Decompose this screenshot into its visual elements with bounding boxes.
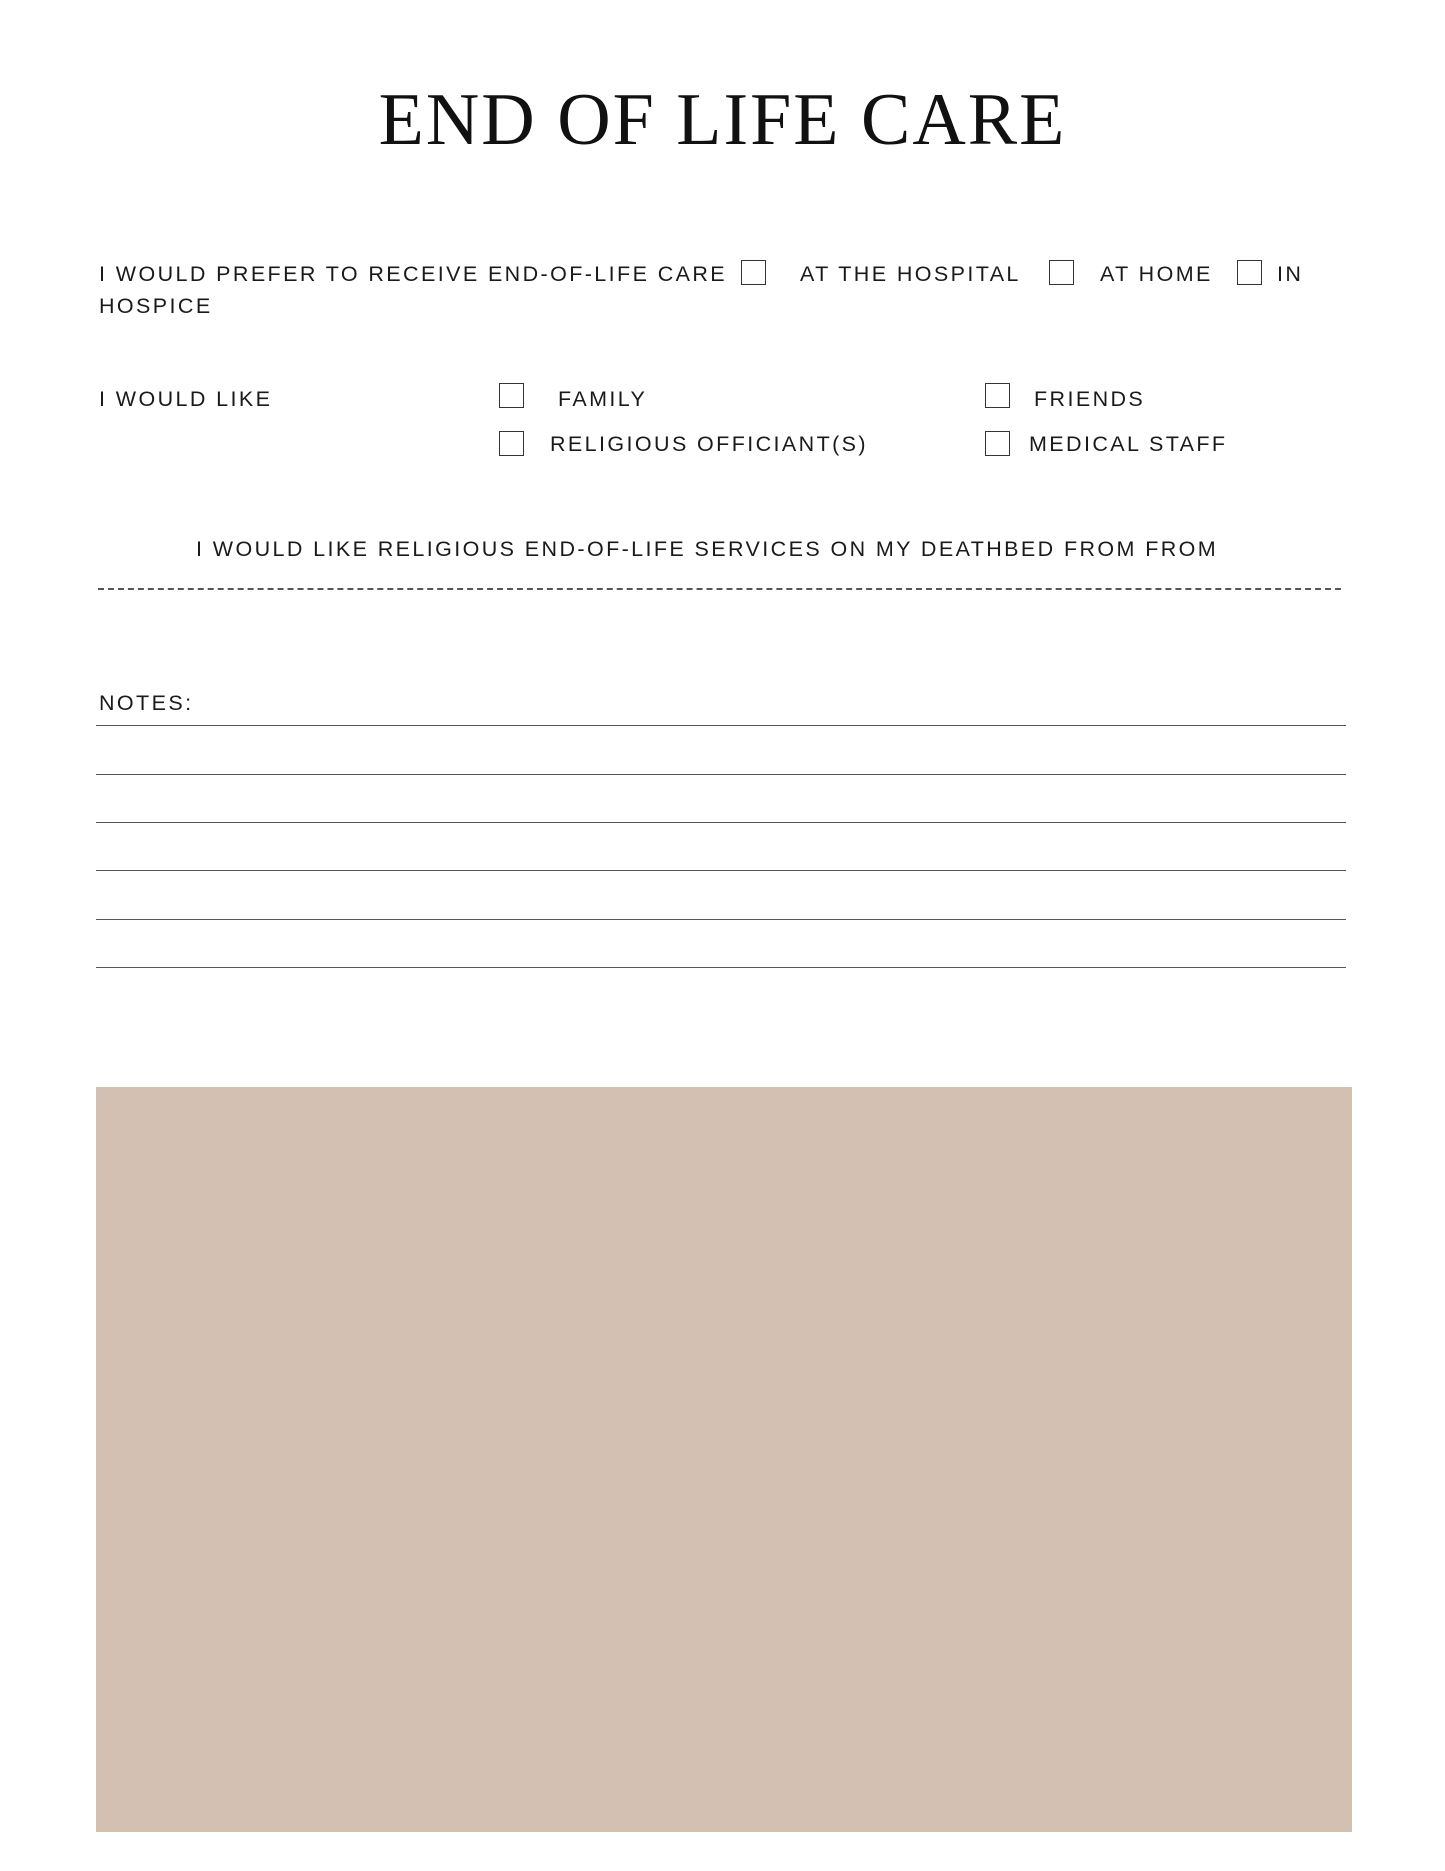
companions-prompt: I WOULD LIKE [99,387,273,411]
notes-line[interactable] [96,774,1346,775]
option-friends-label: FRIENDS [1034,387,1146,411]
religious-services-answer-line[interactable] [98,588,1341,590]
checkbox-at-hospital[interactable] [741,260,766,285]
checkbox-medical-staff[interactable] [985,431,1010,456]
option-at-home-label: AT HOME [1100,262,1213,286]
notes-line[interactable] [96,919,1346,920]
page-title: END OF LIFE CARE [378,79,1067,161]
notes-label: NOTES: [99,691,194,715]
checkbox-family[interactable] [499,383,524,408]
checkbox-in-hospice[interactable] [1237,260,1262,285]
option-hospice-label: HOSPICE [99,294,213,318]
notes-line[interactable] [96,967,1346,968]
notes-line[interactable] [96,822,1346,823]
option-family-label: FAMILY [558,387,648,411]
care-preference-prompt: I WOULD PREFER TO RECEIVE END-OF-LIFE CARE [99,262,728,286]
notes-line[interactable] [96,870,1346,871]
religious-services-prompt: I WOULD LIKE RELIGIOUS END-OF-LIFE SERVICES ON MY DEATHBED FROM FROM [196,537,1219,561]
option-medical-staff-label: MEDICAL STAFF [1029,432,1228,456]
checkbox-at-home[interactable] [1049,260,1074,285]
decorative-panel [96,1087,1352,1832]
option-in-label: IN [1277,262,1304,286]
checkbox-religious-officiants[interactable] [499,431,524,456]
option-religious-officiants-label: RELIGIOUS OFFICIANT(S) [550,432,868,456]
option-at-hospital-label: AT THE HOSPITAL [800,262,1021,286]
checkbox-friends[interactable] [985,383,1010,408]
notes-line[interactable] [96,725,1346,726]
